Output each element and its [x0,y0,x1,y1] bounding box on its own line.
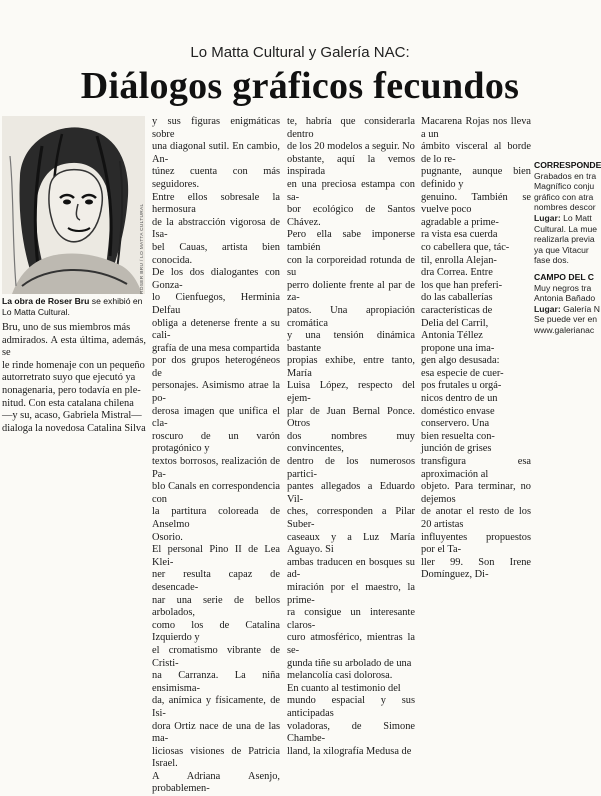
sidebar-text-2: Muy negros tra Antonia Bañado [534,282,596,304]
sidebar-text-2b: Galería N Se puede ver en www.galerianac [534,303,600,335]
sidebar-heading-2: CAMPO DEL C [534,271,595,282]
article-kicker: Lo Matta Cultural y Galería NAC: [190,44,410,61]
artwork-image [2,116,145,294]
sidebar-text-1: Grabados en tra Magnífico conju gráfico con atra nombres descor [534,170,597,213]
sidebar-text-1b: Lo Matt Cultural. La mue realizarla previa ya que Vitacur fase dos. [534,212,598,266]
exhibition-sidebar [534,160,600,336]
caption-bold: La obra de Roser Bru [2,296,90,306]
sidebar-heading-1: CORRESPONDE [534,160,601,170]
body-column-1: Bru, uno de sus miembros más admirados. A esta última, además, se le rinde homenaje con un pequeño autorretrato suyo que ejecutó ya nonagenaria, pero todavía en ple- nitud. Con esta catalana chilena —y su, acaso, Gabriela Mistral— dialoga la novedosa Catalina Silva [2,322,146,434]
sidebar-label-2: Lugar: [534,303,561,314]
body-column-4: Macarena Rojas nos lleva a un ámbito visceral al borde de lo re- pugnante, aunque bien definido y genuino. También se vuelve poco agradable a prime- ra vista esa cuerda co cabellera que, tác- til, enrolla Alejan- dra Correa. Entre los que han preferi- do las caballerías características de Delia del Carril, Antonia Téllez propone una ima- gen algo desusada: esa especie de cuer- pos frutales u orgá- nicos dentro de un doméstico envase conservero. Una bien resuelta con- junción de grises transfigura esa aproximación al objeto. Para terminar, no dejemos de anotar el resto de los 20 artistas influyentes propuestos por el Ta- ller 99. Son Irene Domínguez, Di- [421,116,531,581]
caption-text: se exhibió en Lo Matta Cultural. [2,296,143,317]
photo-credit: ROSER BRU / LO MATTA CULTURAL [140,203,145,294]
image-caption [2,296,147,317]
body-column-3: te, habría que considerarla dentro de los 20 modelos a seguir. No obstante, aquí la vemos inspirada en una preciosa estampa con sa- bor ecológico de Santos Chávez. Pero ella sabe imponerse también con la corporeidad rotunda de su perro doliente frente al par de za- patos. Una apropiación cromática y una tensión dinámica bastante propias exhibe, entre tanto, María Luisa López, respecto del ejem- plar de Juan Bernal Ponce. Otros dos nombres muy convincentes, dentro de los numerosos partici- pantes allegados a Eduardo Vil- ches, corresponden a Pilar Suber- caseaux y a Luz María Aguayo. Si ambas traducen en bosques su ad- miración por el maestro, la prime- ra consigue un interesante claros- curo atmosférico, mientras la se- gunda tiñe su arbolado de una melancolía casi dolorosa. En cuanto al testimonio del mundo espacial y sus anticipadas voladoras, de Simone Chambe- lland, la xilografía Medusa de [287,116,415,757]
sidebar-label-1: Lugar: [534,212,561,223]
article-headline: Diálogos gráficos fecundos [80,65,520,107]
artwork-drawing [2,116,145,294]
body-column-2: y sus figuras enigmáticas sobre una diagonal sutil. En cambio, An- túnez cuenta con más seguidores. Entre ellos sobresale la hermosura de la abstracción vigorosa de Isa- bel Cauas, artista bien conocida. De los dos dialogantes con Gonza- lo Cienfuegos, Herminia Delfau obliga a detenerse frente a su cali- grafía de una mesa compartida por dos grupos heterogéneos de personajes. Asimismo atrae la po- derosa imagen que unifica el cla- roscuro de un varón protagónico y textos borrosos, realización de Pa- blo Canals en correspondencia con la partitura coloreada de Anselmo Osorio. El personal Pino II de Lea Klei- ner resulta capaz de desencade- nar una serie de bellos arbolados, como los de Catalina Izquierdo y el cromatismo vibrante de Cristi- na Carranza. La niña ensimisma- da, anímica y físicamente, de Isi- dora Ortiz nace de una de las ma- liciosas visiones de Patricia Israel. A Adriana Asenjo, probablemen- [152,116,280,795]
